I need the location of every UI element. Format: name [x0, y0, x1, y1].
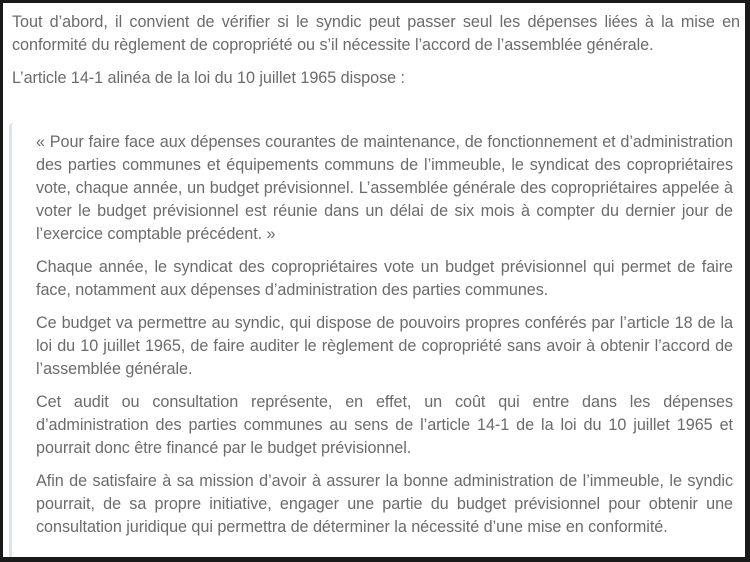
quote-paragraph-mission: Afin de satisfaire à sa mission d’avoir à assurer la bonne administration de l’immeuble, le syndic pourrait, de sa propre initiative, engager une partie du budget prévisionnel pour obtenir une consultation juridique qui permettra de déterminer la nécessité d’une mise en conformité. — [36, 472, 733, 536]
quote-paragraph-audit-cost: Cet audit ou consultation représente, en effet, un coût qui entre dans les dépenses d’administration des parties communes au sens de l’article 14-1 de la loi du 10 juillet 1965 et pourrait donc être financé par le budget prévisionnel. — [36, 393, 733, 457]
intro-citation-lead: L’article 14-1 alinéa de la loi du 10 juillet 1965 dispose : — [12, 69, 405, 87]
article-intro — [12, 11, 740, 100]
quote-paragraph-syndic-powers: Ce budget va permettre au syndic, qui dispose de pouvoirs propres conférés par l’article 18 de la loi du 10 juillet 1965, de faire auditer le règlement de copropriété sans avoir à obtenir l’accord de l’assemblée générale. — [36, 314, 733, 378]
quote-paragraph-budget: Chaque année, le syndicat des copropriétaires vote un budget prévisionnel qui permet de faire face, notamment aux dépenses d’administration des parties communes. — [36, 258, 733, 299]
intro-paragraph: Tout d’abord, il convient de vérifier si le syndic peut passer seul les dépenses liées à la mise en conformité du règlement de copropriété ou s’il nécessite l’accord de l’assemblée générale. — [12, 13, 740, 54]
quoted-law-text: « Pour faire face aux dépenses courantes de maintenance, de fonctionnement et d’administration des parties communes et équipements communs de l’immeuble, le syndicat des copropriétaires vote, chaque année, un budget prévisionnel. L’assemblée générale des copropriétaires appelée à voter le budget prévisionnel est réunie dans un délai de six mois à compter du dernier jour de l’exercice comptable précédent. » — [36, 133, 733, 243]
blockquote — [9, 123, 739, 562]
